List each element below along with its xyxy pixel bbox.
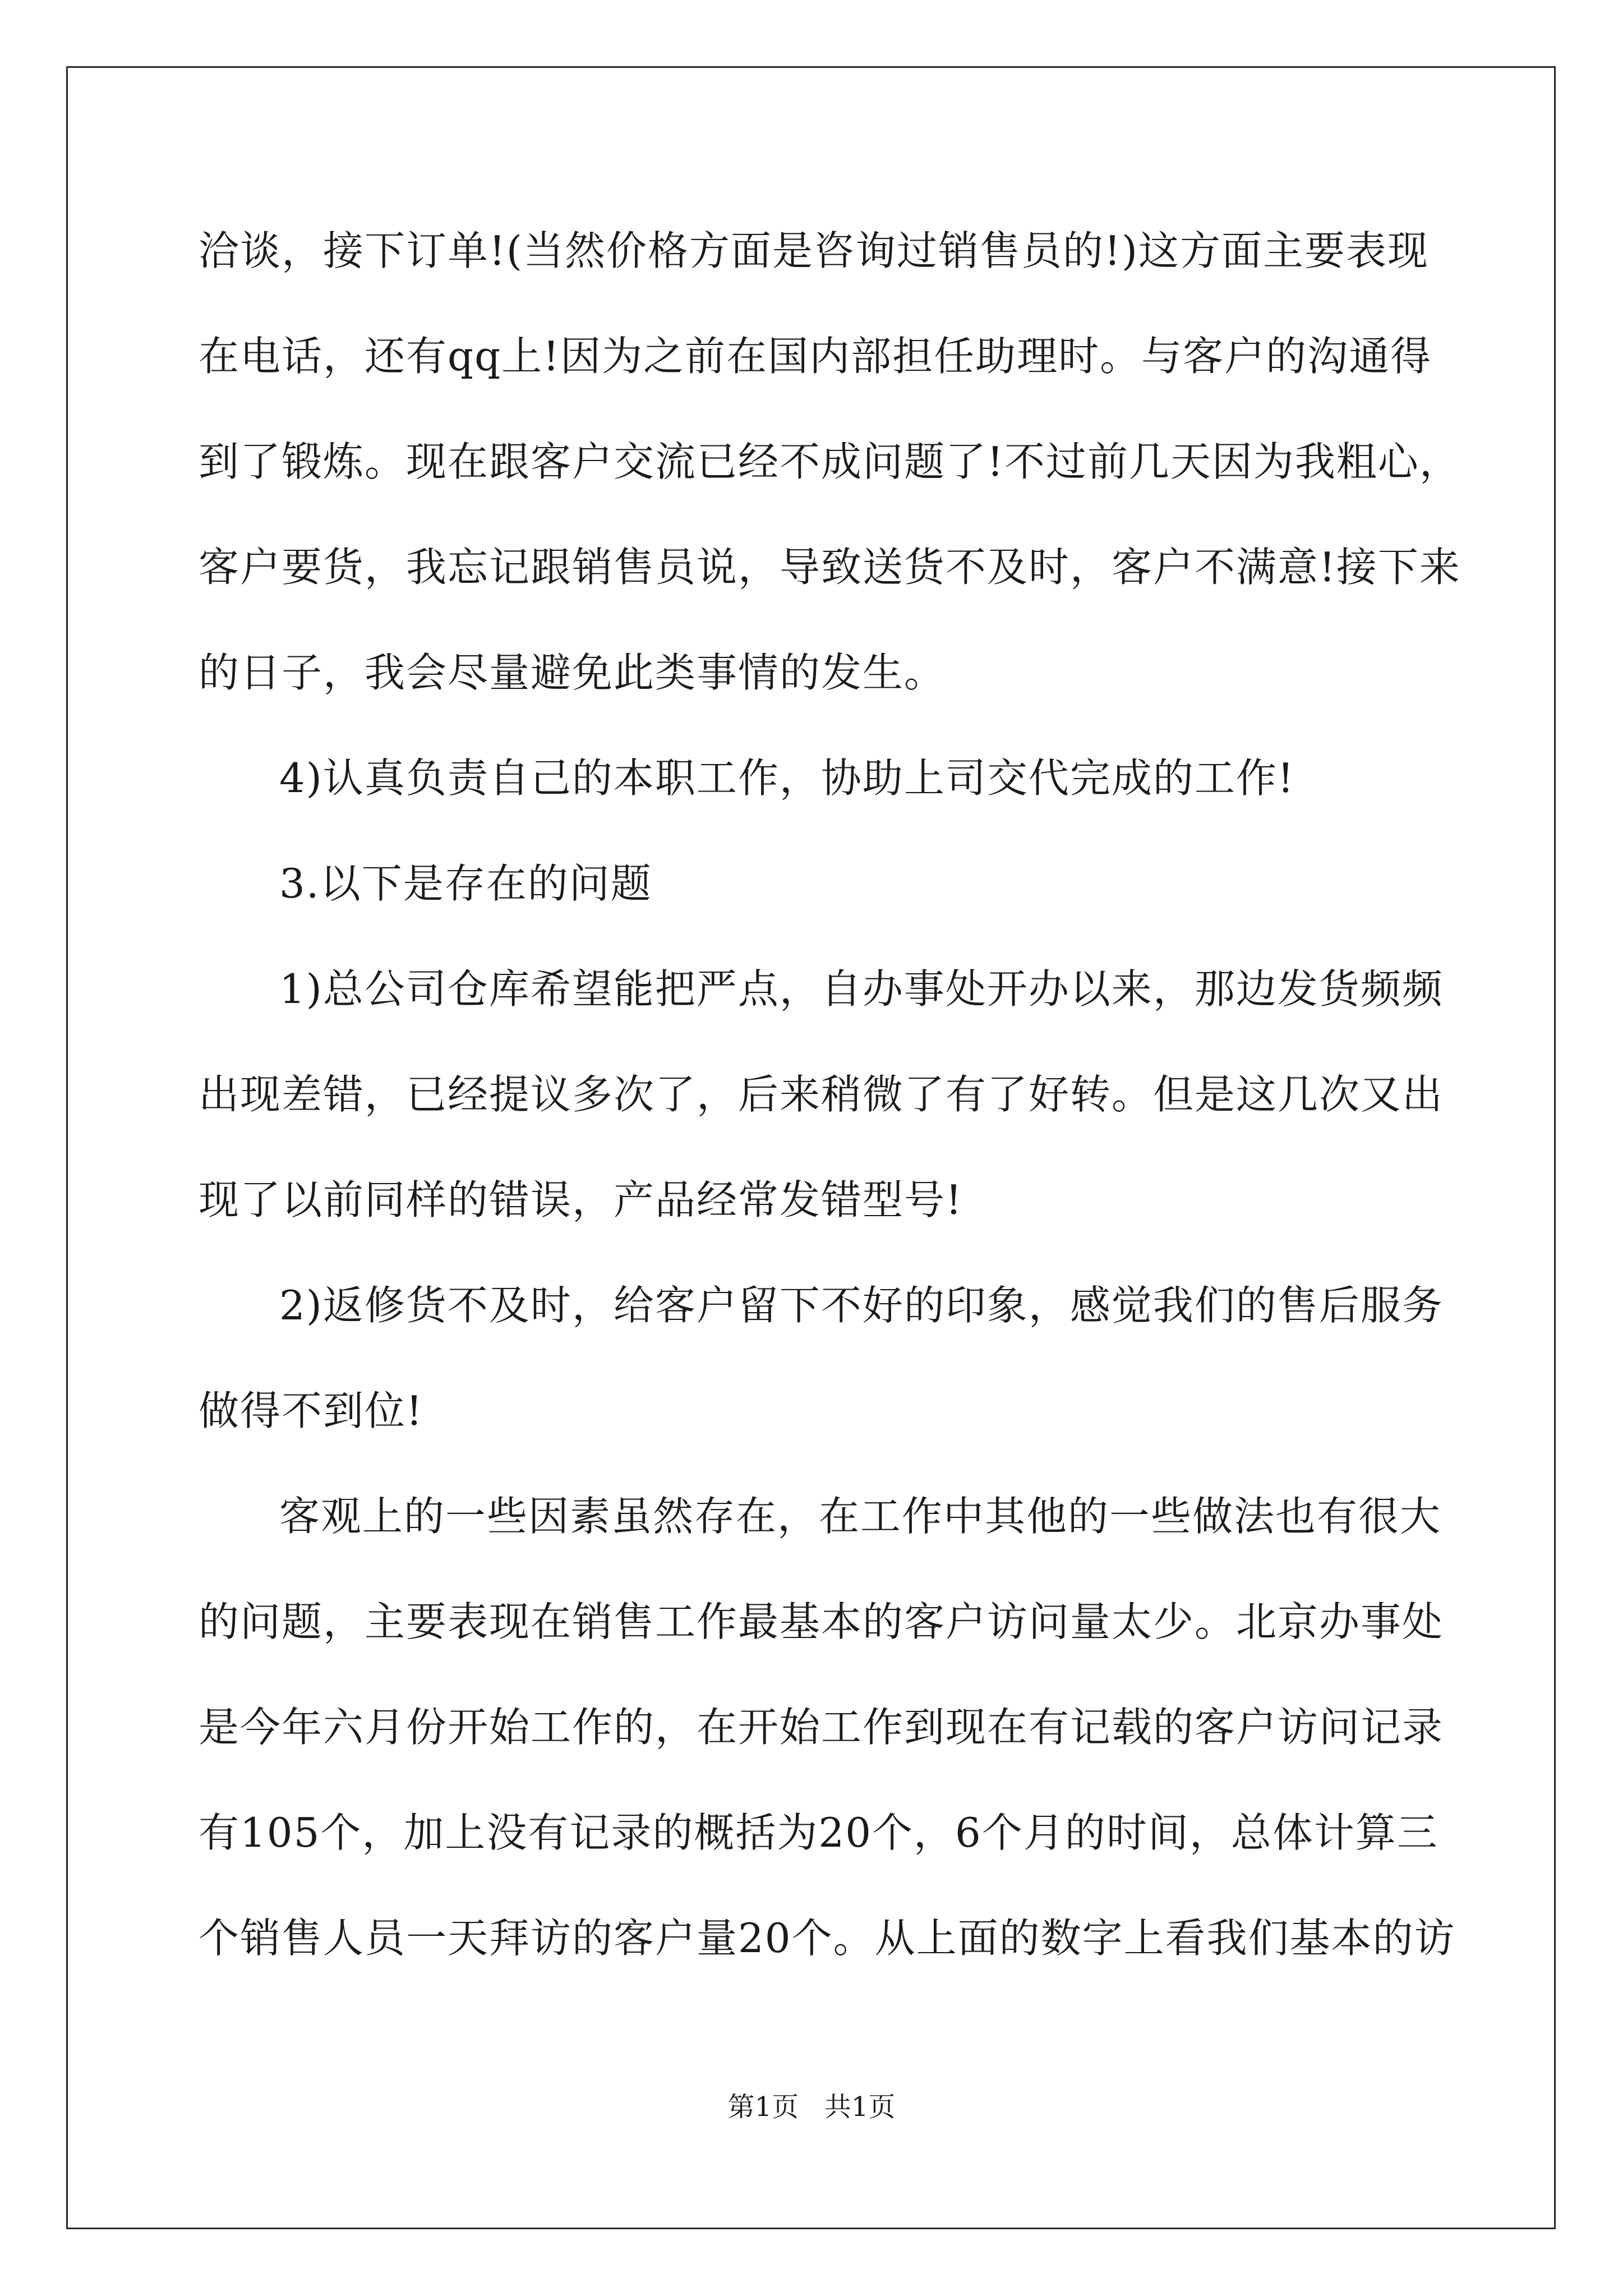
- text-line: 的日子，我会尽量避免此类事情的发生。: [199, 649, 946, 696]
- text-line: 2)返修货不及时，给客户留下不好的印象，感觉我们的售后服务: [279, 1282, 1444, 1329]
- text-line: 现了以前同样的错误，产品经常发错型号!: [199, 1176, 963, 1223]
- text-line: 出现差错，已经提议多次了，后来稍微了有了好转。但是这几次又出: [199, 1071, 1444, 1118]
- section-heading: 3.以下是存在的问题: [279, 860, 652, 907]
- text-line: 到了锻炼。现在跟客户交流已经不成问题了!不过前几天因为我粗心，: [199, 438, 1461, 485]
- text-line: 有105个，加上没有记录的概括为20个，6个月的时间，总体计算三: [199, 1809, 1438, 1856]
- text-line: 1)总公司仓库希望能把严点，自办事处开办以来，那边发货频频: [279, 965, 1444, 1013]
- text-line: 客观上的一些因素虽然存在，在工作中其他的一些做法也有很大: [279, 1493, 1442, 1540]
- text-line: 做得不到位!: [199, 1387, 423, 1434]
- text-line: 的问题，主要表现在销售工作最基本的客户访问量太少。北京办事处: [199, 1598, 1444, 1645]
- page-footer: 第1页 共1页: [727, 2091, 896, 2123]
- text-line: 洽谈，接下订单!(当然价格方面是咨询过销售员的!)这方面主要表现: [199, 227, 1430, 274]
- text-line: 个销售人员一天拜访的客户量20个。从上面的数字上看我们基本的访: [199, 1915, 1456, 1962]
- document-body: [199, 209, 1461, 2001]
- text-line: 4)认真负责自己的本职工作，协助上司交代完成的工作!: [279, 754, 1295, 802]
- text-line: 客户要货，我忘记跟销售员说，导致送货不及时，客户不满意!接下来: [199, 544, 1461, 591]
- text-line: 在电话，还有qq上!因为之前在国内部担任助理时。与客户的沟通得: [199, 333, 1432, 380]
- text-line: 是今年六月份开始工作的，在开始工作到现在有记载的客户访问记录: [199, 1704, 1444, 1751]
